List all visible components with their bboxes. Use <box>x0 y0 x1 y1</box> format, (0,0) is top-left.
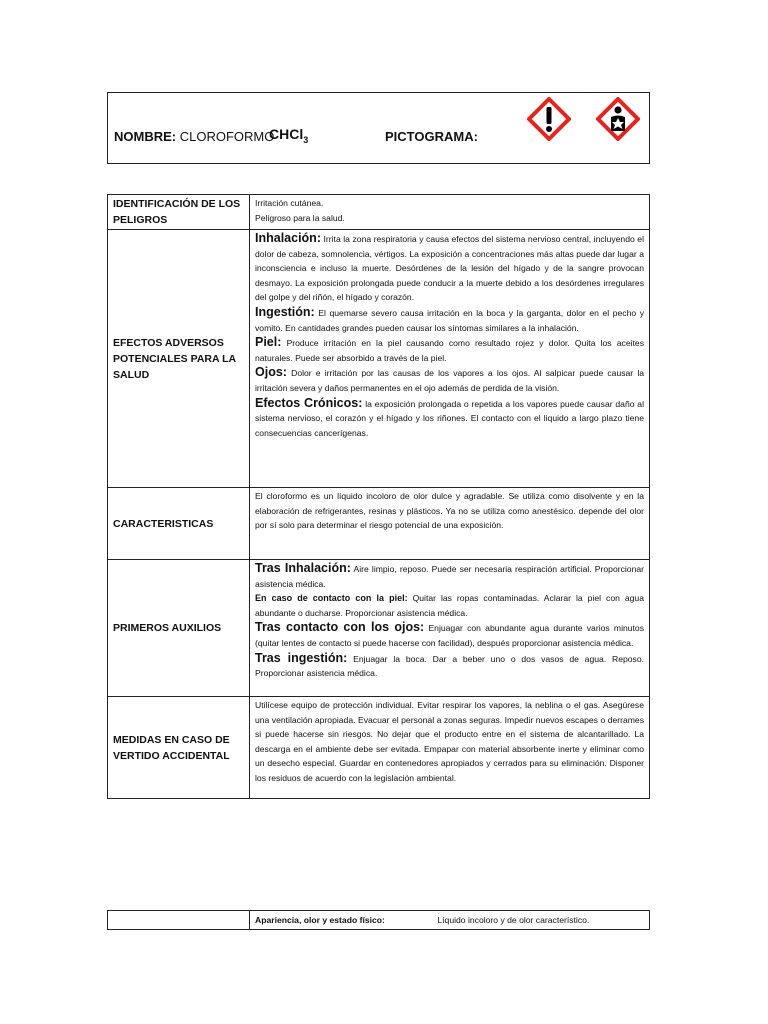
value-apariencia: Líquido incoloro y de olor característico. <box>437 915 590 925</box>
heading: Tras Inhalación: <box>255 561 351 575</box>
safety-data-table <box>107 194 650 799</box>
identificacion-line: Peligroso para la salud. <box>255 212 345 223</box>
text: la exposición prolongada o repetida a los vapores puede causar daño al sistema nervioso, el corazón y el hígado y los riñones. El contacto con el liquido a largo plazo tiene consecuencias cancerígenas. <box>255 398 645 438</box>
health-hazard-icon <box>596 97 640 141</box>
row-vertido-accidental <box>108 697 650 799</box>
content-identificacion <box>250 195 650 230</box>
text: Quitar las ropas contaminadas. Aclarar la piel con agua abundante o ducharse. Proporcionar asistencia médica. <box>255 593 644 618</box>
label-identificacion: IDENTIFICACIÓN DE LOS PELIGROS <box>108 195 250 230</box>
empty-cell <box>108 911 250 930</box>
heading: Tras contacto con los ojos: <box>255 620 425 635</box>
efecto-piel <box>255 335 644 365</box>
heading: Ingestión: <box>255 304 315 319</box>
row-identificacion <box>108 195 650 230</box>
name-label: NOMBRE: <box>114 129 177 144</box>
heading: En caso de contacto con la piel: <box>255 593 408 604</box>
text: Irrita la zona respiratoria y causa efectos del sistema nervioso central, incluyendo el dolor de cabeza, somnolencia, vértigos. La exposición a concentraciones más altas puede dar lugar a inconsciencia e incluso la muerte. Desórdenes de la lesión del hígado y de la sangre provocan desmayo. La exposición prolongada puede conducir a la muerte debido a los desórdenes irregulares del golpe y del riñón, el hígado y corazón. <box>255 234 644 303</box>
efecto-ojos <box>255 365 644 395</box>
chemical-formula <box>269 126 308 145</box>
row-primeros-auxilios <box>108 560 650 697</box>
text: Dolor e irritación por las causas de los vapores a los ojos. Al salpicar puede causar la irritación severa y daños permanentes en el ojo además de perdida de la visión. <box>255 368 645 393</box>
name-field <box>114 129 274 144</box>
formula-main: CHCl <box>269 126 304 142</box>
pictogram-label: PICTOGRAMA: <box>385 129 478 144</box>
auxilio-ingestion <box>255 651 644 681</box>
row-apariencia <box>108 911 650 930</box>
content-vertido-accidental: Utilícese equipo de protección individual. Evitar respirar los vapores, la neblina o el gas. Asegúrese una ventilación apropiada. Evacuar el personal a zonas seguras. Impedir nuevos escapes o derrames si puede hacerse sin riesgos. No dejar que el producto entre en el sistema de alcantarillado. La descarga en el ambiente debe ser evitada. Empapar con material absorbente inerte y eliminar como un desecho especial. Guardar en contenedores apropiados y cerrados para su eliminación. Disponer los residuos de acuerdo con la legislación ambiental. <box>250 697 650 799</box>
auxilio-ojos <box>255 620 644 650</box>
heading: Piel: <box>255 335 282 350</box>
auxilio-inhalacion <box>255 561 644 591</box>
efecto-ingestion <box>255 305 644 335</box>
heading: Efectos Crónicos: <box>255 395 363 410</box>
label-apariencia: Apariencia, olor y estado físico: <box>255 915 385 925</box>
content-apariencia <box>250 911 650 930</box>
identificacion-line: Irritación cutánea. <box>255 198 324 208</box>
efecto-cronicos <box>255 396 644 441</box>
text: Aire limpio, reposo. Puede ser necesaria respiración artificial. Proporcionar asistencia médica. <box>255 564 644 589</box>
name-value: CLOROFORMO <box>179 129 275 144</box>
row-efectos <box>108 230 650 488</box>
label-caracteristicas: CARACTERISTICAS <box>108 488 250 560</box>
row-caracteristicas <box>108 488 650 560</box>
heading: Inhalación: <box>255 231 321 245</box>
content-caracteristicas: El cloroformo es un líquido incoloro de olor dulce y agradable. Se utiliza como disolvente y en la elaboración de refrigerantes, resinas y plásticos. Ya no se utiliza como anestésico. depende del olor por sí solo para determinar el riesgo potencial de una exposición. <box>250 488 650 560</box>
text: El quemarse severo causa irritación en la boca y la garganta, dolor en el pecho y vomito. En cantidades grandes pueden causar los síntomas similares a la inhalación. <box>255 307 644 333</box>
efecto-inhalacion <box>255 231 644 305</box>
heading: Tras ingestión: <box>255 650 348 665</box>
content-primeros-auxilios <box>250 560 650 697</box>
text: Enjuagar con abundante agua durante varios minutos (quitar lentes de contacto si puede hacerse con facilidad), después proporcionar asistencia médica. <box>255 623 644 648</box>
content-efectos <box>250 230 650 488</box>
formula-subscript: 3 <box>303 134 309 145</box>
label-efectos: EFECTOS ADVERSOS POTENCIALES PARA LA SALUD <box>108 230 250 488</box>
label-primeros-auxilios: PRIMEROS AUXILIOS <box>108 560 250 697</box>
heading: Ojos: <box>255 365 287 380</box>
text: Produce irritación en la piel causando como resultado rojez y dolor. Quita los aceites naturales. Puede ser absorbido a través de la piel. <box>255 338 644 363</box>
auxilio-piel <box>255 591 644 620</box>
label-vertido-accidental: MEDIDAS EN CASO DE VERTIDO ACCIDENTAL <box>108 697 250 799</box>
appearance-table <box>107 910 650 930</box>
exclamation-mark-hazard-icon <box>527 97 571 141</box>
text: Enjuagar la boca. Dar a beber uno o dos vasos de agua. Reposo. Proporcionar asistencia médica. <box>255 653 645 679</box>
